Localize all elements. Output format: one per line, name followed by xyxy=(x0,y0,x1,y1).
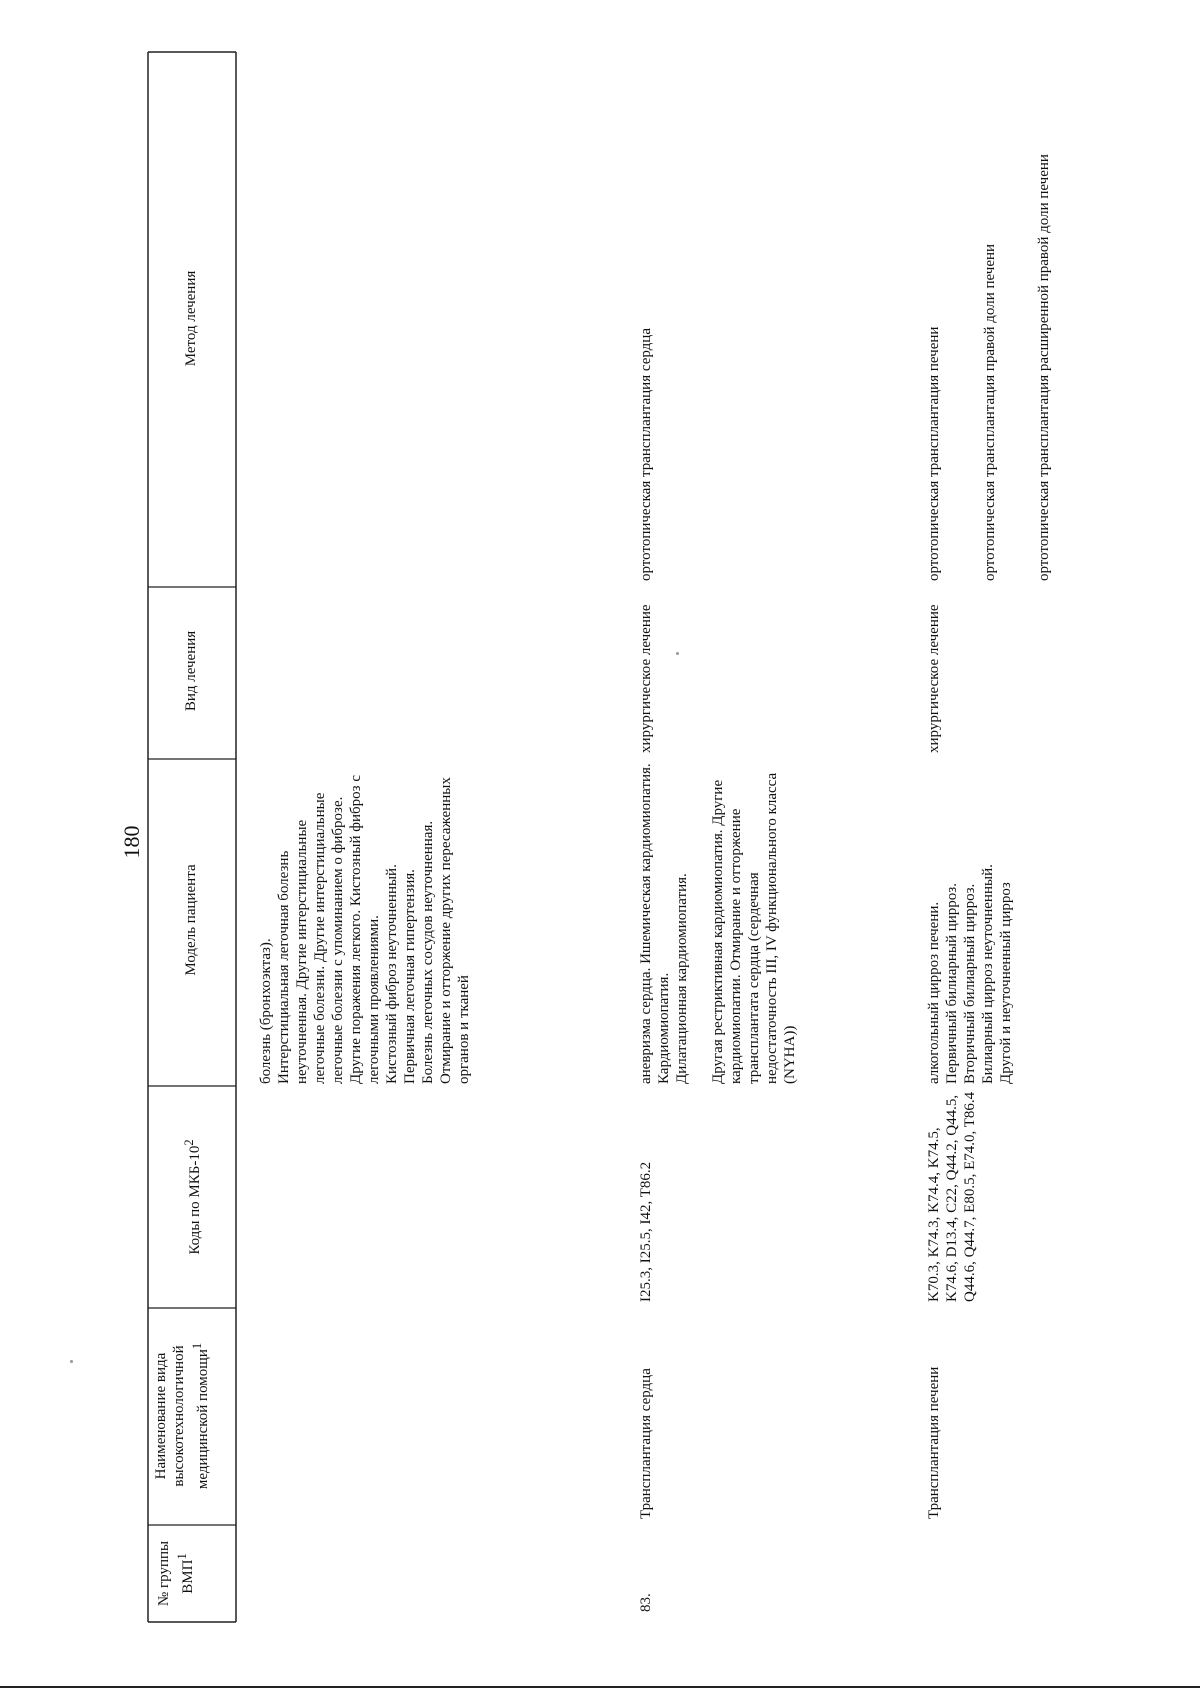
header-codes xyxy=(180,1092,204,1302)
row2-method-1: ортотопическая трансплантация печени xyxy=(926,326,942,581)
scan-speck xyxy=(676,652,679,655)
header-group-no-sup: 1 xyxy=(175,1553,189,1560)
header-group-no xyxy=(155,1531,197,1616)
row0-model-line-1: болезнь (бронхоэктаз). xyxy=(258,938,274,1084)
header-model: Модель пациента xyxy=(183,864,199,976)
row1-model-line-2: Дилатационная кардиомиопатия. xyxy=(674,873,690,1084)
row2-model-line-5: Другой и неуточненный цирроз xyxy=(998,882,1014,1084)
header-codes-text: Коды по МКБ-10 xyxy=(187,1145,203,1255)
row2-model-line-4: Билиарный цирроз неуточненный. xyxy=(980,864,996,1084)
row1-method: ортотопическая трансплантация сердца xyxy=(638,328,654,581)
row0-model-line-3: Кистозный фиброз неуточненный. xyxy=(384,864,400,1084)
row0-model-line-5: Болезнь легочных сосудов неуточненная. Отмирание и отторжение других пересаженных органов и тканей xyxy=(420,777,472,1084)
row2-method-3: ортотопическая трансплантация расширенной правой доли печени xyxy=(1036,154,1052,581)
row2-codes: K70.3, K74.3, K74.4, K74.5, K74.6, D13.4, C22, Q44.2, Q44.5, Q44.6, Q44.7, E80.5, E74.0, T86.4 xyxy=(926,1091,978,1302)
row1-number: 83. xyxy=(638,1593,654,1612)
header-name-text: Наименование вида высокотехнологичной медицинской помощи xyxy=(153,1345,211,1490)
header-method: Метод лечения xyxy=(183,270,199,367)
row2-model xyxy=(925,762,1015,1084)
row1-model-spacer xyxy=(691,762,709,1084)
row1-model-line-1: аневризма сердца. Ишемическая кардиомиопатия. Кардиомиопатия. xyxy=(638,763,672,1084)
header-codes-sup: 2 xyxy=(182,1139,196,1146)
row2-model-line-2: Первичный билиарный цирроз. xyxy=(944,883,960,1084)
row1-type: хирургическое лечение xyxy=(638,604,654,753)
row1-model-line-4: Другая рестриктивная кардиомиопатия. Другие кардиомиопатии. Отмирание и отторжение трансплантата сердца (сердечная недостаточность III, IV функционального класса (NYHA)) xyxy=(710,772,798,1084)
row2-method-2: ортотопическая трансплантация правой доли печени xyxy=(982,243,998,581)
row2-model-line-1: алкогольный цирроз печени. xyxy=(926,901,942,1084)
header-group-no-text: № группы ВМП xyxy=(156,1540,196,1607)
row0-model-line-4: Первичная легочная гипертензия. xyxy=(402,869,418,1084)
row2-type: хирургическое лечение xyxy=(926,604,942,753)
header-name xyxy=(152,1313,212,1519)
page-bottom-edge xyxy=(0,1686,1200,1688)
row2-name: Трансплантация печени xyxy=(926,1366,942,1519)
row1-codes: I25.3, I25.5, I42, T86.2 xyxy=(638,1161,654,1302)
row1-model xyxy=(637,762,799,1084)
header-type: Вид лечения xyxy=(183,630,199,712)
page-number: 180 xyxy=(119,825,144,859)
row0-model xyxy=(257,762,473,1084)
row2-model-line-3: Вторичный билиарный цирроз. xyxy=(962,883,978,1084)
header-name-sup: 1 xyxy=(190,1342,204,1350)
row0-model-line-2: Интерстициальная легочная болезнь неуточненная. Другие интерстициальные легочные болезни. Другие интерстициальные легочные болезни с упоминанием о фиброзе. Другие поражения легкого. Кистозный фиброз с легочными проявлениями. xyxy=(276,774,382,1084)
scan-speck xyxy=(70,1360,73,1363)
row1-name: Трансплантация сердца xyxy=(638,1368,654,1519)
